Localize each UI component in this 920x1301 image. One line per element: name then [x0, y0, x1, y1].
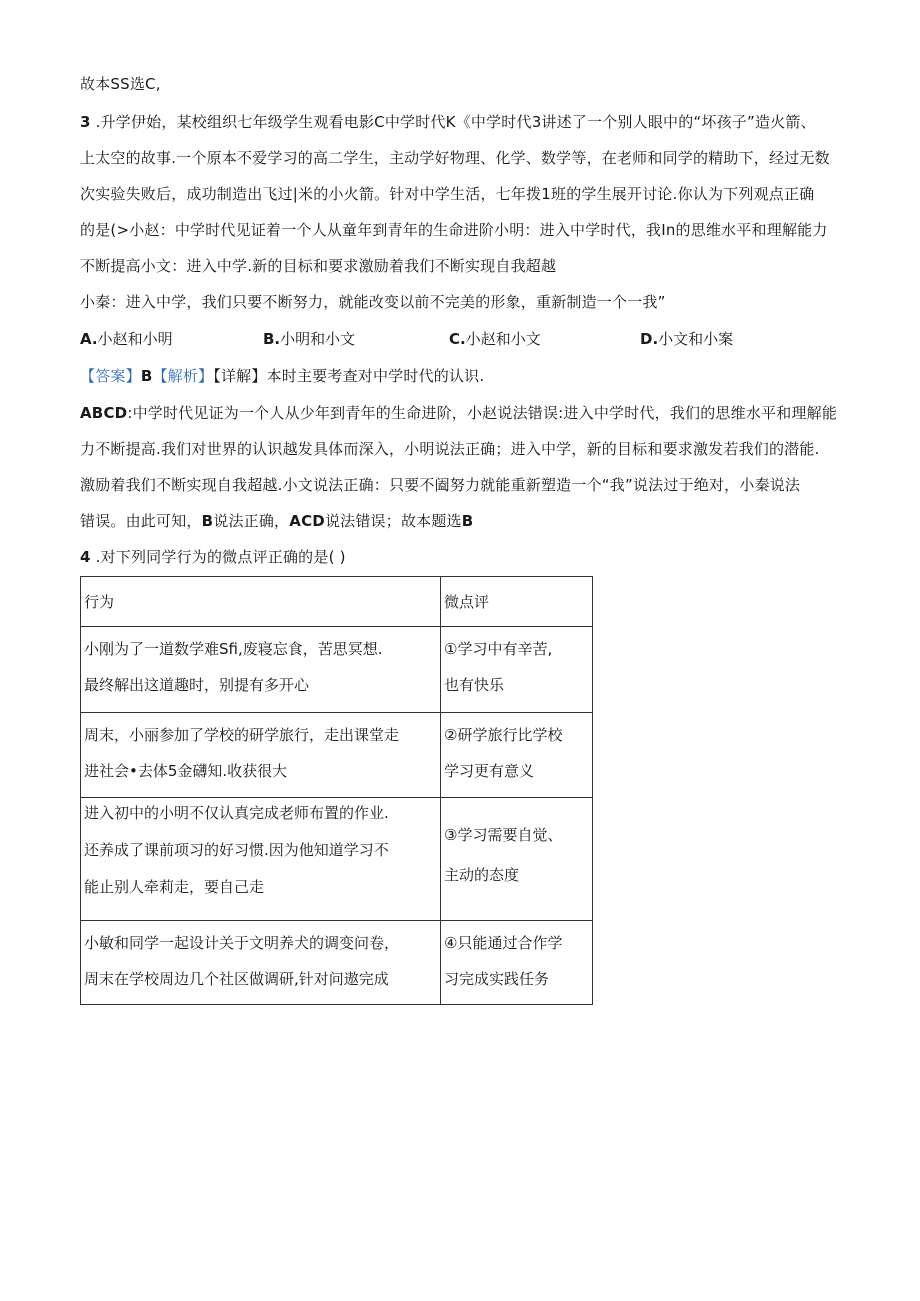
behavior-cell: 周末，小丽参加了学校的研学旅行，走出课堂走 进社会•去体5金礴知.收获很大: [81, 713, 441, 798]
question-number: 3: [80, 113, 91, 131]
question-3-line-1: 3 .升学伊始，某校组织七年级学生观看电影C中学时代K《中学时代3讲述了一个别人眼中的“坏孩子”造火箭、: [80, 113, 816, 131]
answer-line: 【答案】B【解析】【详解】本时主要考查对中学时代的认识.: [80, 367, 485, 385]
behavior-cell: 进入初中的小明不仅认真完成老师布置的作业. 还养成了课前项习的好习惯.因为他知道学习不 能止别人牵莉走，要自己走: [81, 798, 441, 921]
table-row: [81, 627, 593, 713]
option-d: D.小文和小案: [640, 330, 734, 348]
text-line-1: 故本SS选C,: [80, 75, 161, 93]
comment-cell: ①学习中有辛苦, 也有快乐: [441, 627, 593, 713]
option-b: B.小明和小文: [263, 330, 356, 348]
table-row: [81, 921, 593, 1005]
behavior-cell: 小敏和同学一起设计关于文明养犬的调变问卷， 周末在学校周边几个社区做调研,针对问遨完成: [81, 921, 441, 1005]
analysis-tag: 【解析】: [152, 367, 214, 385]
question-number: 4: [80, 548, 91, 566]
answer-tag: 【答案】: [80, 367, 141, 385]
answer-letter: B: [140, 367, 153, 385]
table-header-cell: 行为: [81, 577, 441, 627]
behavior-cell: 小刚为了一道数学难Sfi,废寝忘食，苦思冥想. 最终解出这道趣时，别提有多开心: [81, 627, 441, 713]
table-header-cell: 微点评: [441, 577, 593, 627]
comment-cell: ④只能通过合作学 习完成实践任务: [441, 921, 593, 1005]
option-a: A.小赵和小明: [80, 330, 173, 348]
option-c: C.小赵和小文: [449, 330, 541, 348]
table-row: [81, 713, 593, 798]
analysis-line-1: ABCD:中学时代见证为一个人从少年到青年的生命进阶，小赵说法错误:进入中学时代，我们的思维水平和理解能: [80, 404, 838, 422]
question-3-line-3: 次实验失败后，成功制造出飞过|米的小火箭。针对中学生活，七年拨1班的学生展开讨论.你认为下列观点正确: [80, 185, 815, 203]
comment-cell: ③学习需要自觉、 主动的态度: [441, 798, 593, 921]
question-3-line-4: 的是(>小赵：中学时代见证着一个人从童年到青年的生命进阶小明：进入中学时代，我In的思维水平和理解能力: [80, 221, 828, 239]
question-3-line-5: 不断提高小文：进入中学.新的目标和要求激励着我们不断实现自我超越: [80, 257, 557, 275]
question-3-line-2: 上太空的故事.一个原本不爱学习的高二学生，主动学好物理、化学、数学等，在老师和同学的精助下，经过无数: [80, 149, 830, 167]
question-4-line: 4 .对下列同学行为的微点评正确的是( ): [80, 548, 346, 566]
analysis-line-4: 错误。由此可知，B说法正确，ACD说法错误；故本题选B: [80, 512, 474, 530]
comment-cell: ②研学旅行比学校 学习更有意义: [441, 713, 593, 798]
table-header-row: [81, 577, 593, 627]
question-3-line-6: 小秦：进入中学，我们只要不断努力，就能改变以前不完美的形象，重新制造一个一我”: [80, 293, 666, 311]
table-row: [81, 798, 593, 921]
behavior-comment-table: [80, 576, 593, 1005]
analysis-line-3: 激励着我们不断实现自我超越.小文说法正确：只要不阖努力就能重新塑造一个“我”说法过于绝对，小秦说法: [80, 476, 801, 494]
analysis-line-2: 力不断提高.我们对世界的认识越发具体而深入，小明说法正确；进入中学，新的目标和要求激发若我们的潜能.: [80, 440, 820, 458]
